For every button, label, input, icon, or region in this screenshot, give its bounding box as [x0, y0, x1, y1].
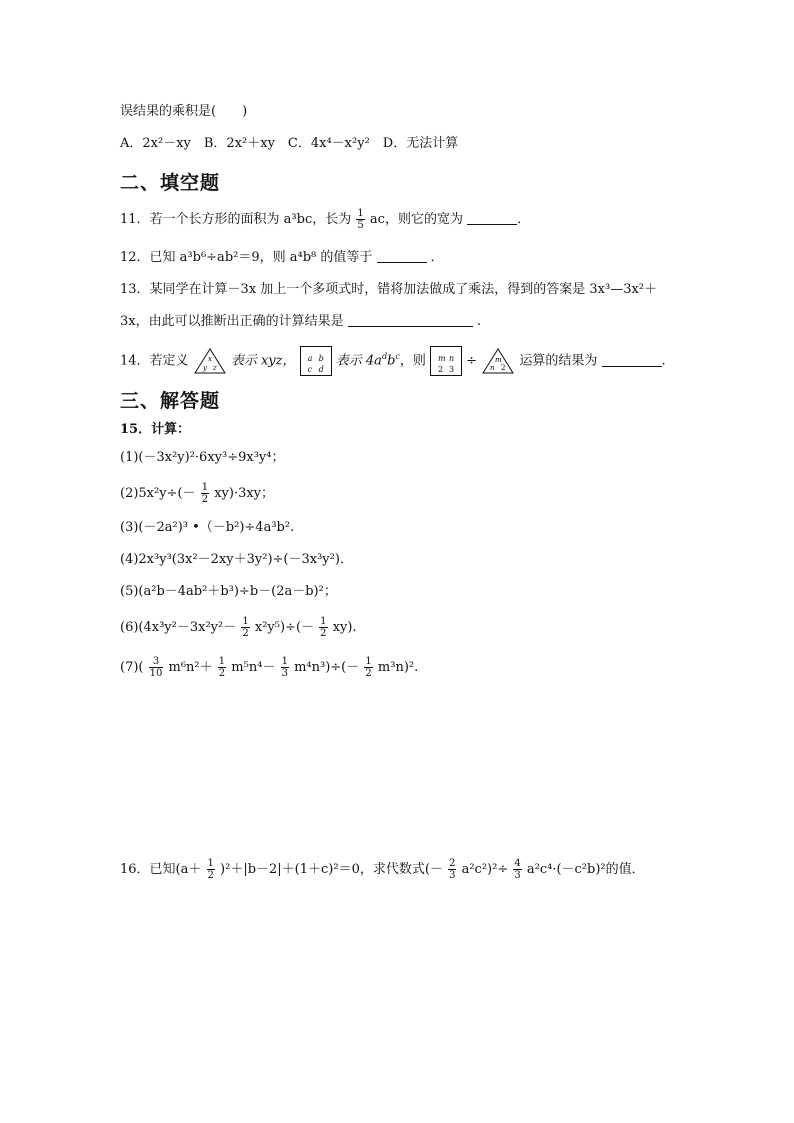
q14-end: .: [661, 353, 666, 369]
q16: [120, 858, 645, 881]
box1-b: b: [318, 354, 324, 363]
q13-suffix: .: [476, 314, 482, 329]
q14-suffix: 运算的结果为: [519, 353, 598, 369]
box-operator-icon: [300, 346, 332, 376]
tri2-left: n: [490, 364, 495, 372]
box-operator-icon: [430, 346, 462, 376]
q14-mid1: 表示 xyz，: [230, 353, 296, 369]
q14-mid2: 表示 4a: [335, 353, 382, 369]
p6-mid: x²y⁵)÷(－: [254, 620, 315, 635]
q11-fraction: [356, 208, 364, 231]
p2-pre: (2)5x²y÷(－: [120, 486, 196, 501]
p7-fraction1: [149, 656, 164, 679]
box2-a: m: [438, 354, 446, 363]
frac-den: 3: [281, 668, 288, 679]
p6-fraction: [241, 616, 249, 639]
q14-div: ÷: [466, 353, 478, 369]
frac-num: 1: [357, 208, 364, 219]
q16-mid: )²＋|b－2|＋(1＋c)²＝0，求代数式(－: [220, 862, 443, 877]
tri2-top: m: [495, 356, 502, 364]
frac-den: 10: [149, 668, 163, 679]
frac-num: 4: [514, 858, 521, 869]
frac-num: 1: [207, 858, 214, 869]
q12-text: 12．已知 a³b⁶÷ab²＝9，则 a⁴b⁸ 的值等于: [120, 250, 373, 265]
tri1-right: z: [212, 364, 217, 372]
q13-line1: 13．某同学在计算－3x 加上一个多项式时，错将加法做成了乘法，得到的答案是 3x³—3x²＋: [120, 282, 658, 297]
frac-num: 3: [149, 656, 164, 668]
q14: [120, 346, 666, 376]
answer-blank[interactable]: [467, 212, 517, 225]
q12-suffix: ．: [430, 250, 444, 265]
q14-b: b: [387, 353, 396, 369]
section2-title: 二、填空题: [120, 172, 221, 194]
q13-text: 3x，由此可以推断出正确的计算结果是: [120, 314, 344, 329]
frac-num: 1: [201, 482, 209, 493]
q16-pre: 16．已知(a＋: [120, 862, 202, 877]
q14-sup2: c: [395, 352, 400, 362]
q14-text: 14．若定义: [120, 353, 189, 369]
q12: [120, 250, 444, 266]
box1-d: d: [318, 365, 324, 374]
p7-d: m³n)².: [377, 660, 419, 675]
q14-mid3: ，则: [399, 353, 426, 369]
answer-blank[interactable]: [602, 354, 662, 367]
p7-pre: (7)(: [120, 660, 144, 675]
frac-den: 5: [357, 220, 364, 231]
q11: 11．若一个长方形的面积为 a³bc，长为 $\frac{1}{5}$ ac，则它的宽为 ．: [120, 208, 531, 231]
p7-b: m⁵n⁴－: [231, 660, 276, 675]
q14-sup1: d: [381, 352, 388, 362]
p7-a: m⁶n²＋: [168, 660, 213, 675]
frac-num: 1: [281, 656, 288, 667]
p7-fraction3: [281, 656, 289, 679]
triangle-operator-icon: [481, 347, 515, 375]
q11-suffix: ac，则它的宽为: [369, 212, 463, 227]
frac-num: 1: [242, 616, 249, 627]
frac-den: 3: [449, 870, 456, 881]
q15-part6: [120, 616, 357, 639]
frac-den: 2: [242, 628, 249, 639]
p6-fraction2: [319, 616, 327, 639]
p7-fraction4: [364, 656, 372, 679]
section3-title: 三、解答题: [120, 390, 221, 412]
q15-part7: [120, 656, 418, 679]
frac-den: 2: [201, 494, 209, 505]
frac-den: 2: [207, 870, 214, 881]
p2-post: xy)·3xy；: [214, 486, 275, 501]
q16-fraction2: [448, 858, 456, 881]
q16-fraction1: [207, 858, 215, 881]
box1-a: a: [307, 354, 313, 363]
p7-fraction2: [218, 656, 226, 679]
frac-den: 2: [320, 628, 327, 639]
tri2-right: 2: [501, 364, 506, 372]
tri1-left: y: [202, 364, 207, 372]
box2-c: 2: [438, 365, 444, 374]
tri1-top: x: [207, 355, 212, 363]
p7-c: m⁴n³)÷(－: [294, 660, 360, 675]
q16-mid2: a²c²)²÷: [461, 862, 509, 877]
q16-fraction3: [513, 858, 521, 881]
box2-d: 3: [449, 365, 455, 374]
box1-c: c: [307, 365, 313, 374]
p6-post: xy).: [332, 620, 357, 635]
p6-pre: (6)(4x³y²－3x²y²－: [120, 620, 237, 635]
frac-den: 2: [218, 668, 226, 679]
q15-part4: (4)2x³y³(3x²－2xy＋3y²)÷(－3x³y²)．: [120, 552, 353, 567]
frac-num: 1: [365, 656, 372, 667]
q13-line2: [120, 314, 481, 330]
triangle-operator-icon: [193, 347, 227, 375]
q15-part1: (1)(－3x²y)²·6xy³÷9x³y⁴；: [120, 450, 285, 465]
q15-title: 15．计算：: [120, 422, 191, 437]
answer-blank[interactable]: [377, 250, 427, 263]
q10-tail: 误结果的乘积是( ): [120, 104, 248, 119]
q15-part2: [120, 482, 274, 505]
q16-post: a²c⁴·(－c²b)²的值．: [526, 862, 645, 877]
frac-num: 1: [218, 656, 226, 667]
q11-text: 11．若一个长方形的面积为 a³bc，长为: [120, 212, 352, 227]
frac-num: 1: [320, 616, 327, 627]
frac-num: 2: [449, 858, 456, 869]
q15-part5: (5)(a²b－4ab²＋b³)÷b－(2a－b)²；: [120, 584, 337, 599]
answer-blank[interactable]: [348, 314, 473, 327]
frac-den: 2: [365, 668, 372, 679]
frac-den: 3: [514, 870, 521, 881]
p2-fraction: [201, 482, 209, 505]
q15-part3: (3)(－2a²)³ •（－b²)÷4a³b².: [120, 520, 295, 535]
box2-b: n: [449, 354, 455, 363]
q10-options: A．2x²－xy B．2x²＋xy C．4x⁴－x²y² D．无法计算: [120, 136, 459, 151]
